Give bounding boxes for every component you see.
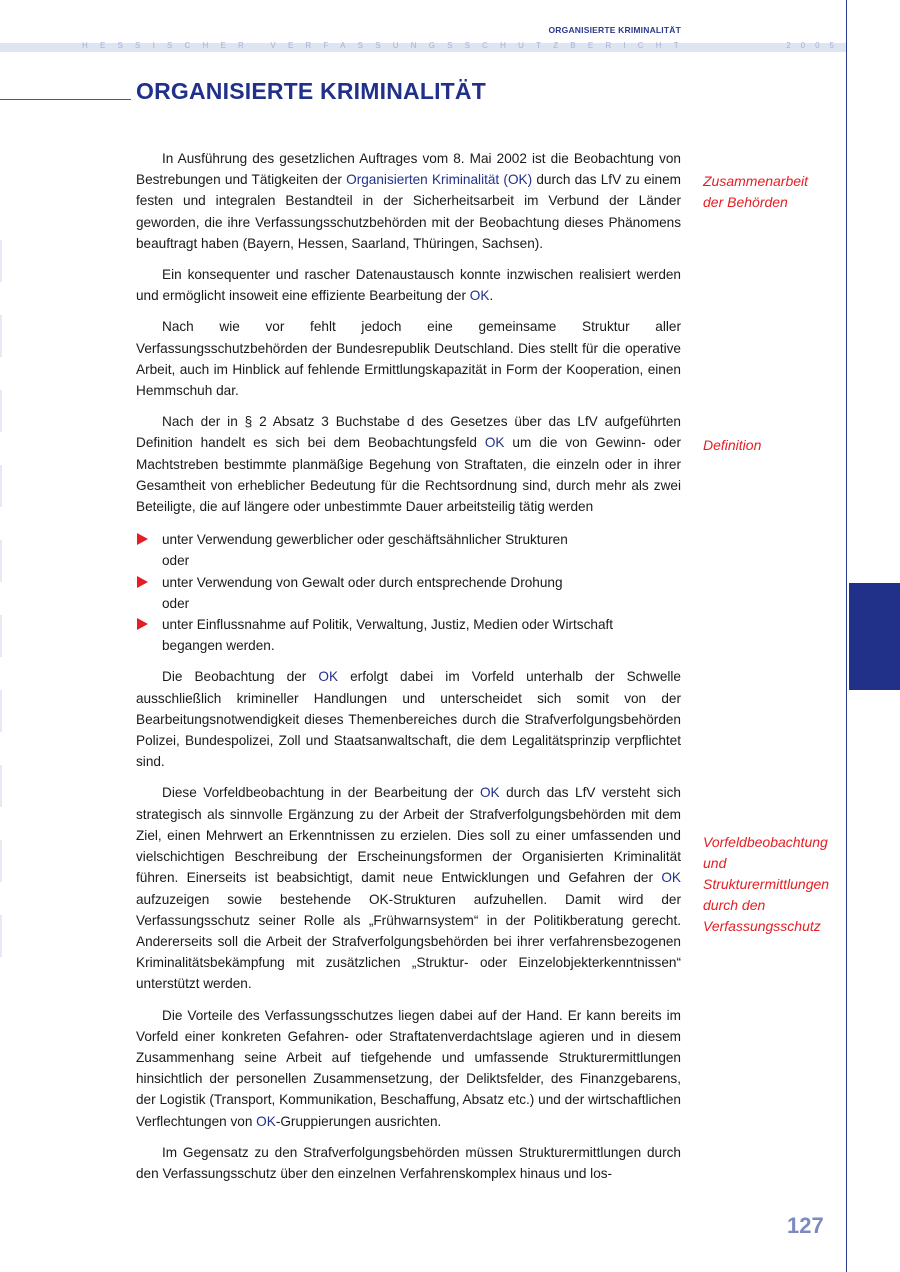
highlighted-term: OK <box>318 669 339 685</box>
edge-mark <box>0 540 2 582</box>
edge-mark <box>0 465 2 507</box>
body-text <box>136 148 681 1194</box>
list-item: unter Verwendung von Gewalt oder durch entsprechende Drohung oder <box>136 572 681 614</box>
highlighted-term: OK <box>479 785 500 801</box>
list-item: unter Verwendung gewerblicher oder geschäftsähnlicher Strukturen oder <box>136 529 681 571</box>
criteria-list <box>136 529 681 656</box>
section-label: ORGANISIERTE KRIMINALITÄT <box>548 25 681 35</box>
margin-note-structure-investigation: Vorfeldbeobachtung und Strukturermittlungen durch den Verfassungsschutz <box>703 834 830 934</box>
page-title: ORGANISIERTE KRIMINALITÄT <box>136 78 486 104</box>
margin-note-cooperation: Zusammenarbeit der Behörden <box>703 173 809 210</box>
triangle-bullet-icon <box>137 533 148 545</box>
list-item: unter Einflussnahme auf Politik, Verwaltung, Justiz, Medien oder Wirtschaft begangen werden. <box>136 614 681 656</box>
paragraph: Nach wie vor fehlt jedoch eine gemeinsame Struktur aller Verfassungsschutzbehörden der Bundesrepublik Deutschland. Dies stellt für die operative Arbeit, auch im Hinblick auf fehlende Ermittlungskapazität in Form der Kooperation, einen Hemmschuh dar. <box>136 319 681 399</box>
edge-mark <box>0 615 2 657</box>
edge-mark <box>0 690 2 732</box>
highlighted-term: Organisierten Kriminalität (OK) <box>346 172 533 188</box>
running-header-title: HESSISCHER VERFASSUNGSSCHUTZBERICHT <box>82 41 691 50</box>
highlighted-term: OK <box>256 1113 276 1129</box>
triangle-bullet-icon <box>137 618 148 630</box>
edge-mark <box>0 915 2 957</box>
page-number: 127 <box>787 1213 824 1238</box>
margin-note-definition: Definition <box>703 437 762 453</box>
triangle-bullet-icon <box>137 576 148 588</box>
running-header-year: 2005 <box>786 41 844 50</box>
paragraph: Diese Vorfeldbeobachtung in der Bearbeitung der OK durch das LfV versteht sich strategisch als sinnvolle Ergänzung zu der Arbeit der Strafverfolgungsbehörden mit dem Ziel, einen Mehrwert an Erkenntnissen zu erzielen. Dies soll zu einer umfassenden und vielschichtigen Beschreibung der Erscheinungsformen der Organisierten Kriminalität führen. Einerseits ist beabsichtigt, damit neue Entwicklungen und Gefahren der OK aufzuzeigen sowie bestehende OK-Strukturen aufzuhellen. Damit wird der Verfassungsschutz seiner Rolle als „Frühwarnsystem“ in der Politikberatung gerecht. Andererseits soll die Arbeit der Strafverfolgungsbehörden bei ihrer verfahrensbezogenen Kriminalitätsbekämpfung mit zusätzlichen „Struktur- oder Einzelobjekterkenntnissen“ unterstützt werden. <box>136 785 681 992</box>
paragraph: In Ausführung des gesetzlichen Auftrages vom 8. Mai 2002 ist die Beobachtung von Bestrebungen und Tätigkeiten der Organisierten Kriminalität (OK) durch das LfV zu einem festen und integralen Bestandteil in der Sicherheitsarbeit im Verbund der Länder geworden, die ihre Verfassungsschutzbehörden mit der Beobachtung dieses Phänomens beauftragt haben (Bayern, Hessen, Saarland, Thüringen, Sachsen). <box>136 151 681 251</box>
paragraph: Die Vorteile des Verfassungsschutzes liegen dabei auf der Hand. Er kann bereits im Vorfeld einer konkreten Gefahren- oder Straftatenverdachtslage agieren und in diesem Zusammenhang seine Arbeit auf tiefgehende und umfassende Strukturermittlungen hinsichtlich der personellen Zusammensetzung, der Deliktsfelder, des Finanzgebarens, der Logistik (Transport, Kommunikation, Beschaffung, Absatz etc.) und der wirtschaftlichen Verflechtungen von OK-Gruppierungen ausrichten. <box>136 1007 681 1129</box>
edge-mark <box>0 390 2 432</box>
running-header <box>82 41 844 50</box>
paragraph: Im Gegensatz zu den Strafverfolgungsbehörden müssen Strukturermittlungen durch den Verfassungsschutz über den einzelnen Verfahrenskomplex hinaus und los- <box>136 1144 681 1181</box>
paragraph: Nach der in § 2 Absatz 3 Buchstabe d des Gesetzes über das LfV aufgeführten Definition handelt es sich bei dem Beobachtungsfeld OK um die von Gewinn- oder Machtstreben bestimmte planmäßige Begehung von Straftaten, die einzeln oder in ihrer Gesamtheit von erheblicher Bedeutung für die Rechtsordnung sind, durch mehr als zwei Beteiligte, die auf längere oder unbestimmte Dauer arbeitsteilig tätig werden <box>136 414 681 515</box>
highlighted-term: OK <box>661 870 681 886</box>
paragraph: Die Beobachtung der OK erfolgt dabei im Vorfeld unterhalb der Schwelle ausschließlich krimineller Handlungen und unterscheidet sich somit von der Bearbeitungsnotwendigkeit dieses Themenbereiches durch die Strafverfolgungsbehörden Polizei, Bundespolizei, Zoll und Staatsanwaltschaft, die dem Legalitätsprinzip verpflichtet sind. <box>136 669 681 770</box>
edge-mark <box>0 840 2 882</box>
paragraph: Ein konsequenter und rascher Datenaustausch konnte inzwischen realisiert werden und ermöglicht insoweit eine effiziente Bearbeitung der OK. <box>136 267 681 304</box>
edge-mark <box>0 315 2 357</box>
edge-mark <box>0 765 2 807</box>
right-margin-rule <box>846 0 847 1272</box>
edge-mark <box>0 240 2 282</box>
title-rule <box>0 99 131 100</box>
highlighted-term: OK <box>484 435 505 451</box>
chapter-tab <box>849 583 900 690</box>
highlighted-term: OK <box>469 288 490 304</box>
